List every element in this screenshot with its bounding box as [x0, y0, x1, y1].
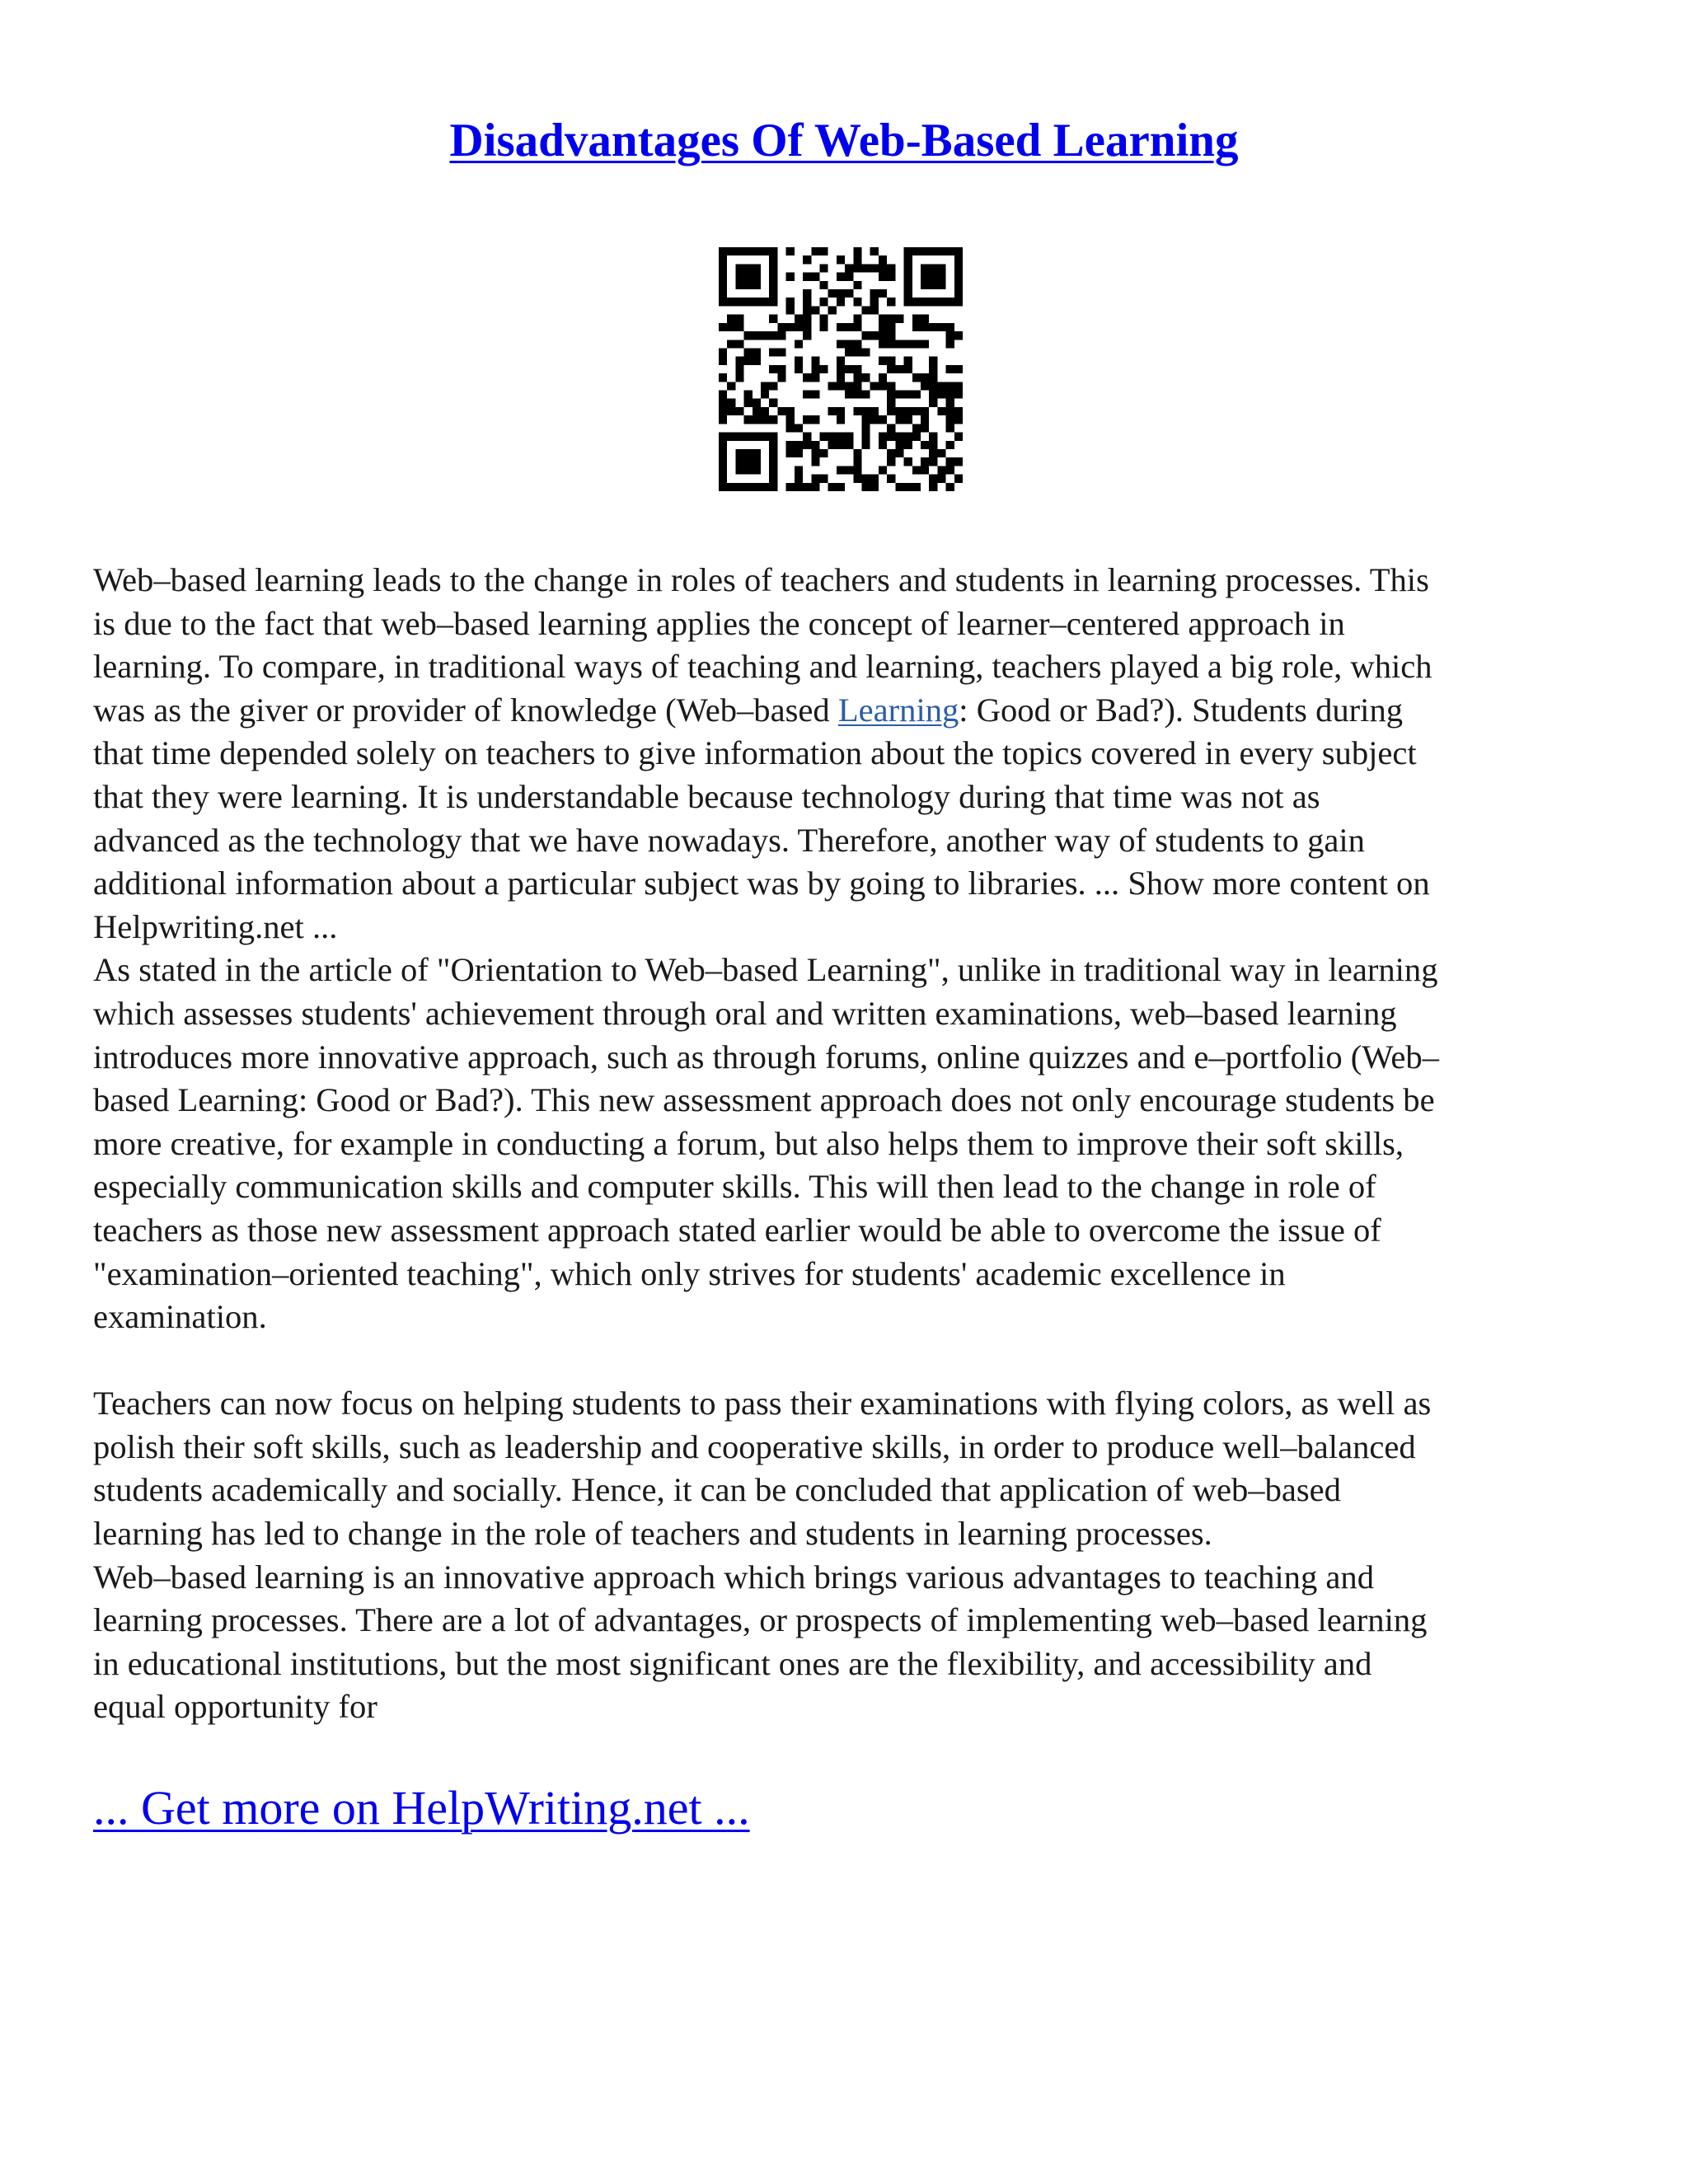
learning-link[interactable]: Learning: [837, 691, 959, 729]
paragraph-1-after-link: : Good or Bad?). Students during that time depended solely on teachers to give information about the topics covered in every subject that they were learning. It is understandable because technology during that time was not as advanced as the technology that we have nowadays. Therefore, another way of students to gain additional information about a particular subject was by going to libraries. ... Show more content on Helpwriting.net ...: [93, 691, 1430, 945]
page-title-link[interactable]: Disadvantages Of Web-Based Learning: [449, 115, 1239, 166]
qr-code-icon: [719, 247, 963, 491]
paragraph-spacer: [93, 1339, 1601, 1383]
paragraph-4: Web–based learning is an innovative approach which brings various advantages to teaching and learning processes. There are a lot of advantages, or prospects of implementing web–based learning in educational institutions, but the most significant ones are the flexibility, and accessibility and equal opportunity for: [93, 1558, 1428, 1726]
paragraph-1-before-link: Web–based learning leads to the change in roles of teachers and students in learning processes. This is due to the fact that web–based learning applies the concept of learner–centered approach in learning. To compare, in traditional ways of teaching and learning, teachers played a big role, which was as the giver or provider of knowledge (Web–based: [93, 561, 1432, 729]
paragraph-3: Teachers can now focus on helping students to pass their examinations with flying colors, as well as polish their soft skills, such as leadership and cooperative skills, in order to produce well–balanced students academically and socially. Hence, it can be concluded that application of web–based learning has led to change in the role of teachers and students in learning processes.: [93, 1385, 1432, 1553]
paragraph-1: [93, 559, 1601, 949]
title-container: [0, 114, 1688, 167]
paragraph-2: As stated in the article of "Orientation to Web–based Learning", unlike in traditional way in learning which assesses students' achievement through oral and written examinations, web–based learning introduces more innovative approach, such as through forums, online quizzes and e–portfolio (Web– based Learning: Good or Bad?). This new assessment approach does not only encourage students be more creative, for example in conducting a forum, but also helps them to improve their soft skills, especially communication skills and computer skills. This will then lead to the change in role of teachers as those new assessment approach stated earlier would be able to overcome the issue of "examination–oriented teaching", which only strives for students' academic excellence in examination.: [93, 951, 1439, 1336]
article-body: [93, 559, 1601, 1729]
get-more-link[interactable]: ... Get more on HelpWriting.net ...: [93, 1781, 750, 1835]
